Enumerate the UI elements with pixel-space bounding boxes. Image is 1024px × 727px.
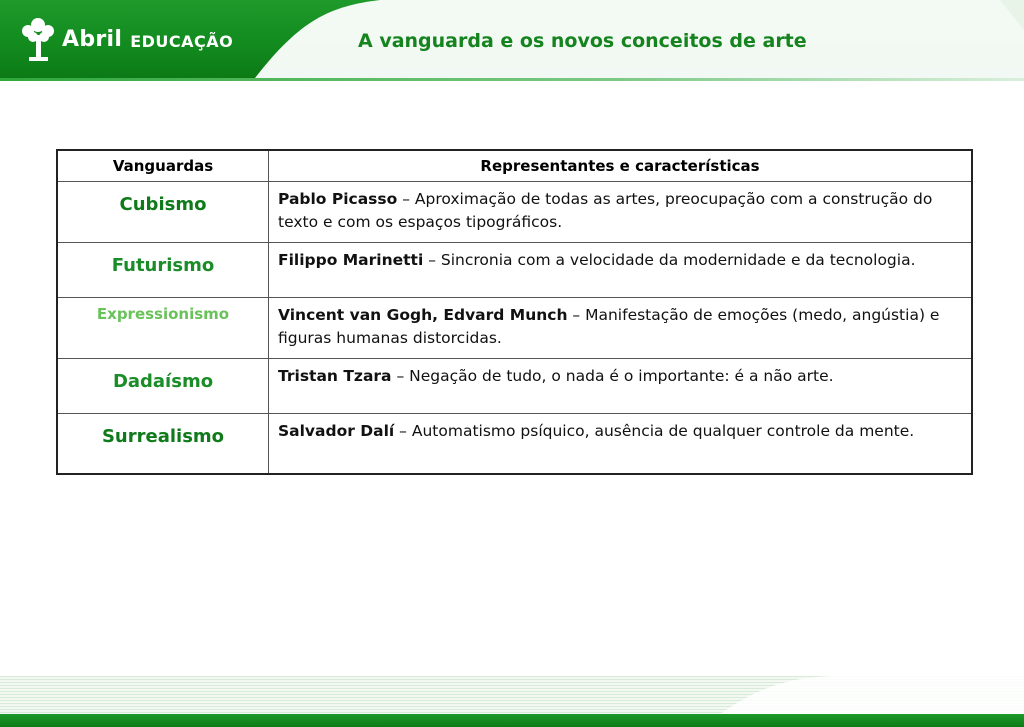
representative-name: Pablo Picasso <box>278 190 398 208</box>
table-row <box>57 243 972 298</box>
representative-name: Vincent van Gogh, Edvard Munch <box>278 306 568 324</box>
representative-description: – Aproximação de todas as artes, preocupação com a construção do texto e com os espaços tipográficos. <box>278 190 933 231</box>
header-strip <box>0 78 1024 81</box>
movement-expressionismo: Expressionismo <box>57 298 269 359</box>
page-title: A vanguarda e os novos conceitos de arte <box>358 30 807 52</box>
representative-description: – Manifestação de emoções (medo, angústia) e figuras humanas distorcidas. <box>278 306 940 347</box>
vanguards-table <box>56 149 973 475</box>
logo-subtitle: EDUCAÇÃO <box>130 31 234 51</box>
movement-dadaismo: Dadaísmo <box>57 359 269 414</box>
column-header-vanguardas: Vanguardas <box>57 150 269 182</box>
representative-name: Filippo Marinetti <box>278 251 424 269</box>
movement-cubismo: Cubismo <box>57 182 269 243</box>
representative-description: – Negação de tudo, o nada é o importante: é a não arte. <box>391 367 834 385</box>
table-row <box>57 359 972 414</box>
tree-icon <box>16 15 60 63</box>
table-row <box>57 182 972 243</box>
representative-cell <box>269 243 973 298</box>
representative-cell <box>269 359 973 414</box>
representative-cell <box>269 414 973 474</box>
column-header-representantes: Representantes e características <box>269 150 973 182</box>
representative-description: – Automatismo psíquico, ausência de qualquer controle da mente. <box>394 422 915 440</box>
movement-surrealismo: Surrealismo <box>57 414 269 474</box>
representative-name: Salvador Dalí <box>278 422 395 440</box>
logo-brand: Abril <box>62 26 123 52</box>
movement-futurismo: Futurismo <box>57 243 269 298</box>
footer-band <box>0 714 1024 727</box>
table-row <box>57 414 972 474</box>
representative-description: – Sincronia com a velocidade da modernidade e da tecnologia. <box>423 251 916 269</box>
representative-cell <box>269 182 973 243</box>
footer-swoosh <box>0 676 1024 714</box>
logo <box>16 14 233 64</box>
table-row <box>57 298 972 359</box>
representative-name: Tristan Tzara <box>278 367 392 385</box>
representative-cell <box>269 298 973 359</box>
